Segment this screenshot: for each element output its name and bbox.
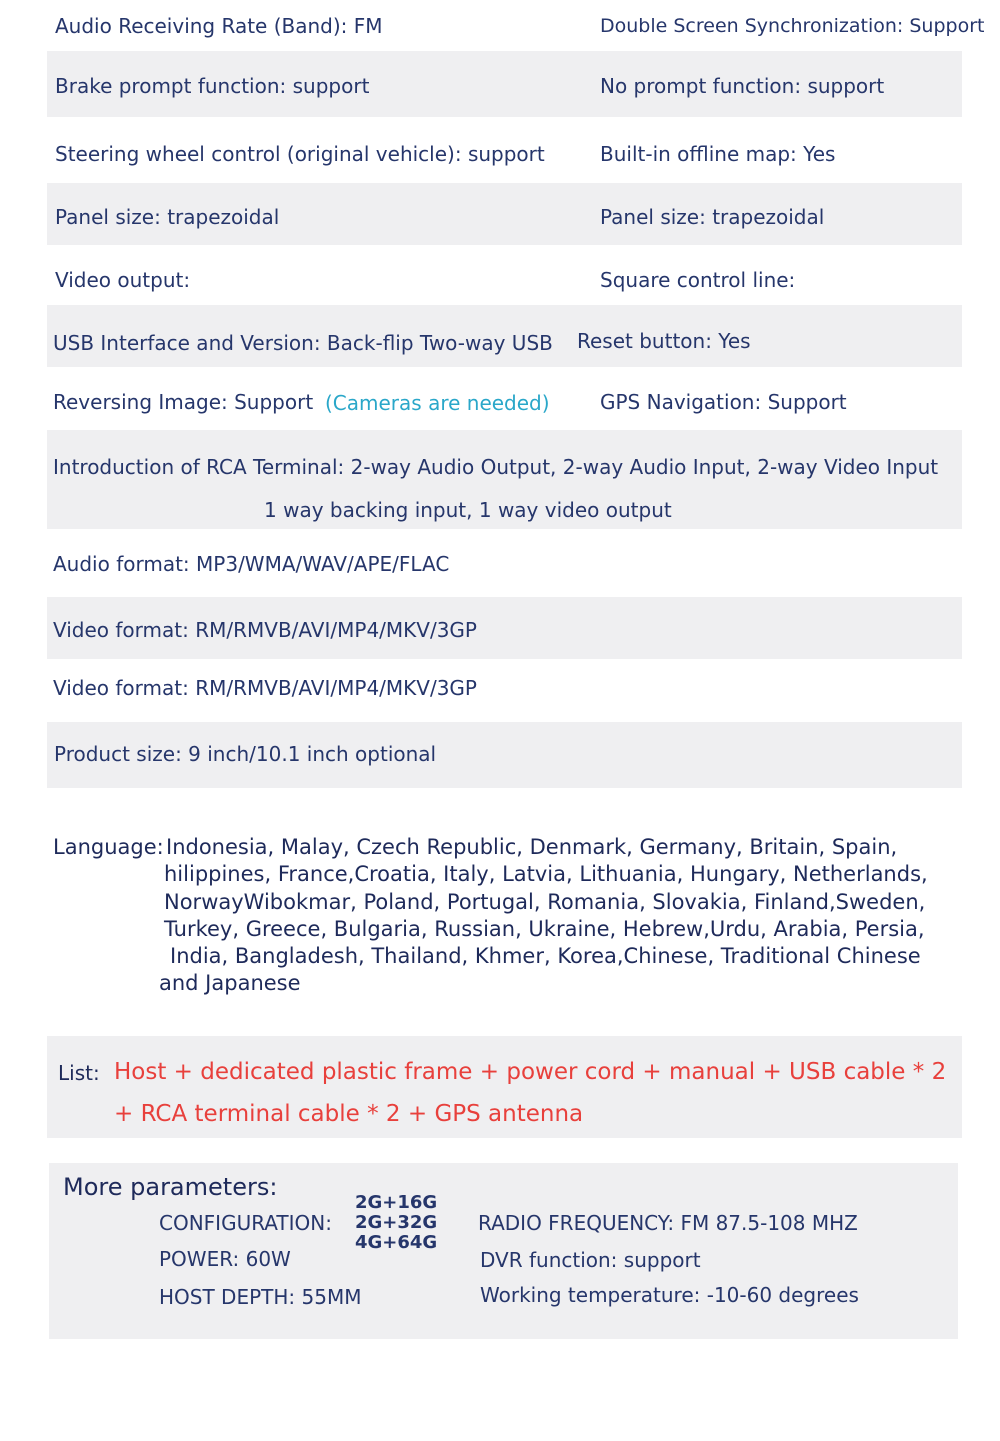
spec-panel-size-right: Panel size: trapezoidal: [600, 205, 825, 229]
power-spec: POWER: 60W: [159, 1247, 291, 1271]
language-line: Indonesia, Malay, Czech Republic, Denmark, Germany, Britain, Spain,: [166, 835, 898, 859]
more-parameters-title: More parameters:: [63, 1173, 278, 1201]
spec-product-size: Product size: 9 inch/10.1 inch optional: [54, 742, 437, 766]
configuration-option: 2G+32G: [355, 1212, 438, 1233]
spec-brake-prompt: Brake prompt function: support: [55, 74, 370, 98]
radio-frequency-spec: RADIO FREQUENCY: FM 87.5-108 MHZ: [478, 1211, 858, 1235]
configuration-label: CONFIGURATION:: [159, 1211, 332, 1235]
list-items: Host + dedicated plastic frame + power cord + manual + USB cable * 2: [114, 1059, 947, 1085]
spec-no-prompt: No prompt function: support: [600, 74, 885, 98]
spec-reversing-image: Reversing Image: Support: [53, 390, 314, 414]
list-items-cont: + RCA terminal cable * 2 + GPS antenna: [114, 1101, 584, 1127]
host-depth-spec: HOST DEPTH: 55MM: [159, 1285, 362, 1309]
spec-video-format: Video format: RM/RMVB/AVI/MP4/MKV/3GP: [53, 618, 477, 642]
spec-square-control-line: Square control line:: [600, 268, 796, 292]
spec-rca-terminal-cont: 1 way backing input, 1 way video output: [264, 498, 672, 522]
language-line: hilippines, France,Croatia, Italy, Latvia, Lithuania, Hungary, Netherlands,: [164, 862, 928, 886]
spec-steering-wheel: Steering wheel control (original vehicle): support: [55, 142, 545, 166]
language-line: NorwayWibokmar, Poland, Portugal, Romania, Slovakia, Finland,Sweden,: [164, 890, 926, 914]
spec-double-screen-sync: Double Screen Synchronization: Support: [600, 15, 985, 37]
spec-video-output: Video output:: [55, 268, 191, 292]
spec-rca-terminal: Introduction of RCA Terminal: 2-way Audio Output, 2-way Audio Input, 2-way Video Input: [53, 455, 939, 479]
spec-audio-format: Audio format: MP3/WMA/WAV/APE/FLAC: [53, 552, 450, 576]
configuration-option: 2G+16G: [355, 1192, 438, 1213]
spec-reset-button: Reset button: Yes: [577, 329, 751, 353]
spec-video-format: Video format: RM/RMVB/AVI/MP4/MKV/3GP: [53, 676, 477, 700]
spec-gps-navigation: GPS Navigation: Support: [600, 390, 847, 414]
configuration-option: 4G+64G: [355, 1232, 438, 1253]
language-label: Language:: [53, 835, 164, 859]
spec-panel-size-left: Panel size: trapezoidal: [55, 205, 280, 229]
language-line: Turkey, Greece, Bulgaria, Russian, Ukraine, Hebrew,Urdu, Arabia, Persia,: [164, 917, 925, 941]
dvr-spec: DVR function: support: [480, 1248, 701, 1272]
working-temperature-spec: Working temperature: -10-60 degrees: [480, 1283, 859, 1307]
spec-usb-interface: USB Interface and Version: Back-flip Two-way USB: [53, 331, 553, 355]
spec-camera-note: (Cameras are needed): [325, 391, 550, 415]
spec-audio-receiving-rate: Audio Receiving Rate (Band): FM: [55, 14, 383, 38]
spec-offline-map: Built-in offline map: Yes: [600, 142, 836, 166]
language-line: and Japanese: [159, 971, 301, 995]
language-line: India, Bangladesh, Thailand, Khmer, Korea,Chinese, Traditional Chinese: [170, 944, 921, 968]
list-label: List:: [58, 1061, 100, 1085]
